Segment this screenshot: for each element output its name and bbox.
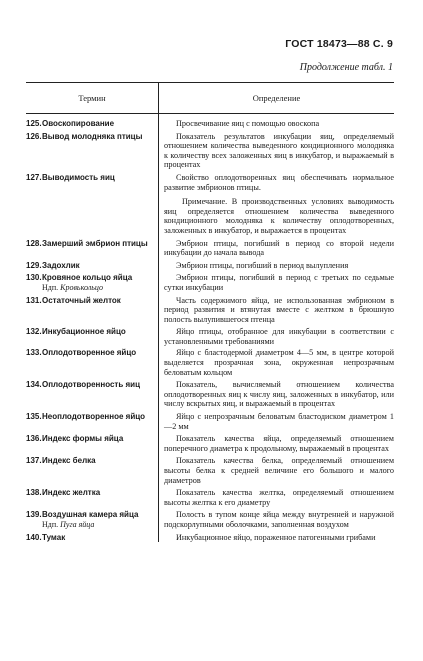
term-number: 133. [26,348,42,358]
deprecated-synonym [26,283,154,293]
term-text: Индекс желтка [42,488,101,498]
term-number: 132. [26,327,42,337]
table-row [26,434,394,453]
term-text: Вывод молодняка птицы [42,131,143,141]
term-number: 130. [26,273,42,283]
table-row [26,296,394,325]
note-cell: Примечание. В производственных условиях выводимость яиц определяется отношением количества выведенного кондиционного молодняка к количеству оплодотворенных, заложенных в инкубатор, и выражается в процентах [164,197,394,235]
term-number: 126. [26,131,42,141]
term-text: Индекс белка [42,456,96,466]
term-number: 138. [26,488,42,498]
synonym-prefix: Ндп. [42,282,59,292]
deprecated-synonym [26,520,154,530]
definition-cell: Показатель качества яйца, определяемый отношением поперечного диаметра к продольному, выражаемый в процентах [164,434,394,453]
synonym-word: Пуга яйца [60,519,95,529]
term-cell [26,173,158,192]
definition-cell: Инкубационное яйцо, пораженное патогенными грибами [176,532,376,542]
term-number: 140. [26,532,42,542]
table-row [26,195,394,235]
term-number: 125. [26,119,42,128]
term-number: 127. [26,172,42,182]
table-row [26,261,394,271]
term-cell [26,412,158,431]
term-cell [26,488,158,507]
table-header [26,82,394,114]
term-text: Оплодотворенность яиц [42,380,140,390]
term-cell [26,348,158,377]
terms-table [26,82,394,545]
table-row [26,327,394,346]
definition-cell: Эмбрион птицы, погибший в период с третьих по седьмые сутки инкубации [164,273,394,292]
table-row [26,488,394,507]
term-cell [26,533,158,543]
table-row [26,239,394,258]
term-cell [26,296,158,325]
term-cell [26,434,158,453]
definition-cell: Показатель результатов инкубации яиц, определяемый отношением количества выведенного кондиционного молодняка к количеству всех заложенных яиц в инкубатор, и выражаемый в процентах [164,131,394,170]
definition-cell: Просвечивание яиц с помощью овоскопа [176,119,320,128]
term-text: Тумак [42,532,66,542]
term-text: Неоплодотворенное яйцо [42,412,146,422]
term-text: Индекс формы яйца [42,434,124,444]
table-row [26,456,394,485]
term-cell [26,119,158,129]
term-cell [26,380,158,409]
table-row [26,119,394,129]
term-number: 131. [26,295,42,305]
term-text: Выводимость яиц [42,172,115,182]
term-cell [26,132,158,170]
table-row [26,412,394,431]
term-text: Кровяное кольцо яйца [42,273,133,283]
definition-cell: Яйцо птицы, отобранное для инкубации в соответствии с установленными требованиями [164,327,394,346]
term-text: Воздушная камера яйца [42,510,139,520]
column-header-term: Термин [26,83,159,113]
term-number: 139. [26,510,42,520]
term-text: Замерший эмбрион птицы [42,238,148,248]
table-row [26,273,394,292]
table-row [26,348,394,377]
term-text: Оплодотворенное яйцо [42,348,137,358]
term-cell [26,195,158,235]
definition-cell: Показатель, вычисляемый отношением количества оплодотворенных яиц к числу яиц, заложенных в инкубатор, или числу вскрытых яиц, и выражаемый в процентах [164,380,394,409]
definition-cell: Показатель качества белка, определяемый отношением высоты белка к средней величине его большого и малого диаметров [164,456,394,485]
term-number: 134. [26,380,42,390]
term-text: Инкубационное яйцо [42,327,126,337]
column-header-definition: Определение [252,93,301,103]
term-text: Остаточный желток [42,295,121,305]
definition-cell: Эмбрион птицы, погибший в период со второй недели инкубации до начала вывода [164,238,394,258]
synonym-prefix: Ндп. [42,519,59,529]
synonym-word: Кровькольцо [60,282,104,292]
term-cell [26,456,158,485]
definition-cell: Яйцо с непрозрачным беловатым бластодиском диаметром 1—2 мм [164,412,394,431]
definition-cell: Часть содержимого яйца, не использованная эмбрионом в период развития и втянутая вместе с желтком в брюшную полость вылупившегося птенца [164,295,394,324]
table-continuation-label: Продолжение табл. 1 [299,62,393,73]
table-row [26,173,394,192]
table-row [26,132,394,170]
definition-cell: Свойство оплодотворенных яиц обеспечивать нормальное развитие эмбрионов птицы. [164,172,394,192]
table-row [26,380,394,409]
term-text: Задохлик [42,260,80,270]
table-row [26,533,394,543]
definition-cell: Показатель качества желтка, определяемый отношением высоты желтка к его диаметру [164,488,394,507]
standard-header: ГОСТ 18473—88 С. 9 [285,38,393,50]
term-cell [26,273,158,292]
column-divider [158,114,159,542]
term-cell [26,239,158,258]
term-number: 137. [26,456,42,466]
term-number: 129. [26,260,42,270]
table-row [26,510,394,529]
term-text: Овоскопирование [42,119,115,128]
definition-cell: Полость в тупом конце яйца между внутренней и наружной подскорлупными оболочками, заполненная воздухом [164,510,394,529]
term-number: 128. [26,238,42,248]
term-number: 136. [26,434,42,444]
definition-cell: Яйцо с бластодермой диаметром 4—5 мм, в центре которой выделяется прозрачная зона, окруженная непрозрачным беловатым кольцом [164,348,394,377]
definition-cell: Эмбрион птицы, погибший в период вылупления [176,260,349,270]
term-number: 135. [26,412,42,422]
term-cell [26,327,158,346]
table-body [26,114,394,542]
term-cell [26,261,158,271]
term-cell [26,510,158,529]
